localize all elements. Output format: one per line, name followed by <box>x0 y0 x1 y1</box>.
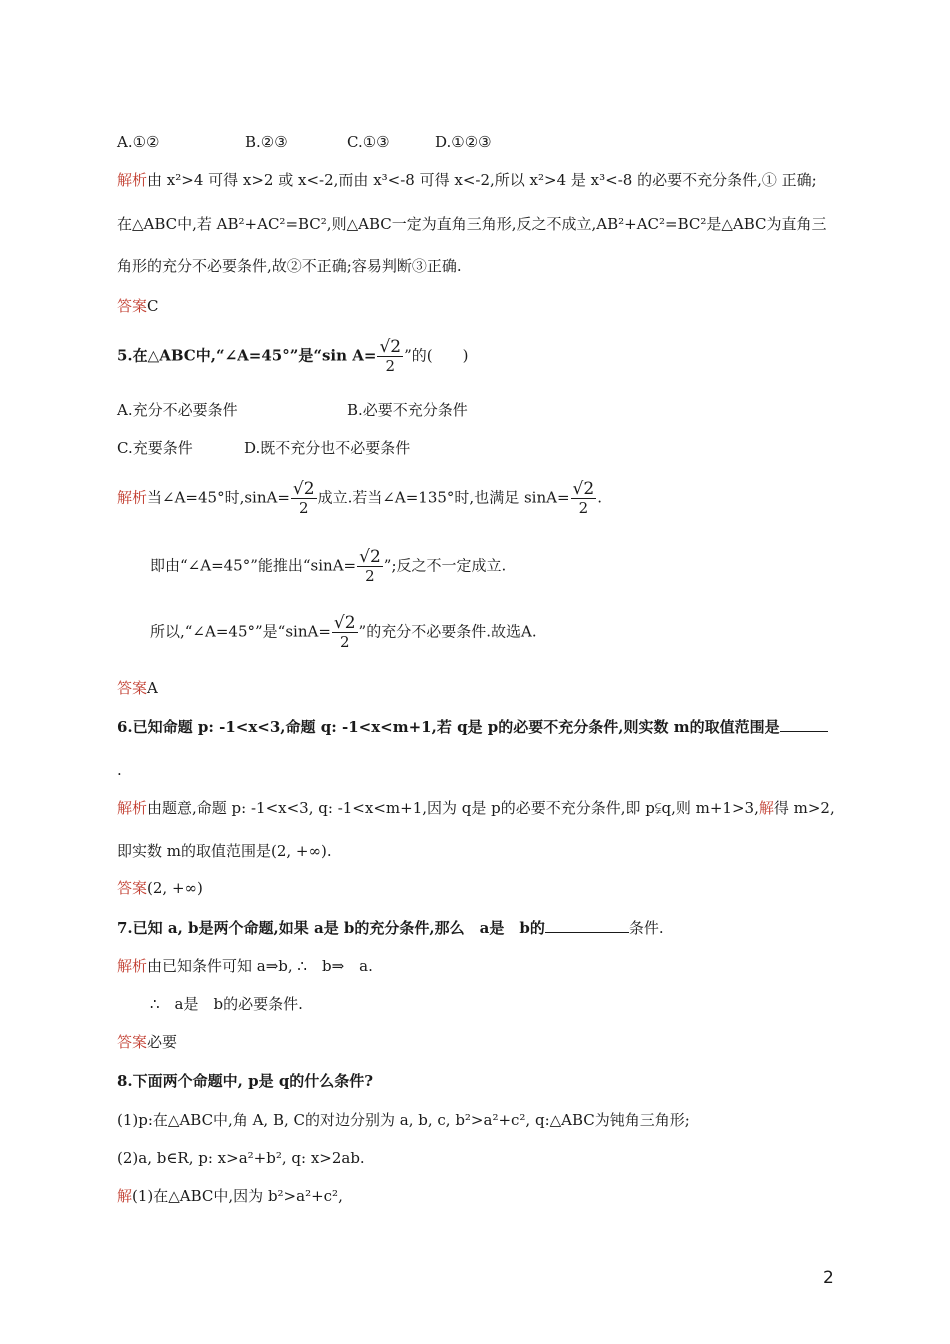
fraction-numerator: √2 <box>359 547 381 567</box>
q5-stem <box>117 338 469 375</box>
q5-analysis-line-1 <box>117 480 602 517</box>
q5-stem-text: 5.在△ABC中,“∠A=45°”是“sin A= <box>117 346 377 365</box>
fraction-numerator: √2 <box>379 337 402 357</box>
analysis-label: 解析 <box>117 488 148 507</box>
answer-blank <box>780 731 828 732</box>
answer-blank <box>545 932 629 933</box>
q6-stem-end: . <box>117 761 122 779</box>
analysis-label: 解析 <box>117 799 148 817</box>
q5-analysis-text: ”的充分不必要条件.故选A. <box>358 622 537 641</box>
q5-analysis-text: 所以,“∠A=45°”是“sinA= <box>150 622 331 641</box>
q6-analysis-text: 由题意,命题 p: -1<x<3, q: -1<x<m+1,因为 q是 p的必要不充分条件,即 p⫋q,则 m+1>3, <box>147 799 759 817</box>
fraction-denominator: 2 <box>578 499 589 517</box>
answer-label: 答案 <box>117 679 148 697</box>
option-c: C.充要条件 <box>117 439 193 457</box>
fraction <box>332 614 358 651</box>
solution-label: 解 <box>117 1187 133 1205</box>
q7-analysis-text: 由已知条件可知 a⇒b, ∴ b⇒ a. <box>147 957 373 975</box>
analysis-label: 解析 <box>117 957 148 975</box>
answer-label: 答案 <box>117 297 148 315</box>
q5-options-row-2 <box>117 438 410 458</box>
q5-analysis-text: 即由“∠A=45°”能推出“sinA= <box>150 556 357 575</box>
q5-analysis-text: 当∠A=45°时,sinA= <box>147 488 290 507</box>
option-b: B.必要不充分条件 <box>347 401 468 419</box>
fraction <box>571 480 597 517</box>
fraction <box>357 548 383 585</box>
fraction-denominator: 2 <box>385 357 396 375</box>
page-number: 2 <box>823 1268 834 1288</box>
fraction-numerator: √2 <box>292 479 315 499</box>
q7-answer <box>117 1032 177 1052</box>
q4-analysis-line-1 <box>117 170 817 190</box>
answer-label: 答案 <box>117 879 148 897</box>
q5-analysis-line-3 <box>150 614 537 651</box>
q6-analysis-line-1 <box>117 798 835 818</box>
fraction-denominator: 2 <box>298 499 309 517</box>
q4-analysis-line-2: 在△ABC中,若 AB²+AC²=BC²,则△ABC一定为直角三角形,反之不成立,AB²+AC²=BC²是△ABC为直角三 <box>117 215 827 233</box>
q4-analysis-line-3: 角形的充分不必要条件,故②不正确;容易判断③正确. <box>117 257 462 275</box>
fraction-denominator: 2 <box>365 567 375 585</box>
q4-answer-value: C <box>147 297 159 315</box>
q7-answer-value: 必要 <box>147 1033 178 1051</box>
analysis-label: 解析 <box>117 171 148 189</box>
option-d: D.既不充分也不必要条件 <box>244 439 411 457</box>
option-a: A.①② <box>117 133 160 151</box>
fraction-numerator: √2 <box>572 479 595 499</box>
q8-stem: 8.下面两个命题中, p是 q的什么条件? <box>117 1072 374 1090</box>
q4-answer <box>117 296 159 316</box>
q5-analysis-text: . <box>597 488 602 507</box>
option-a: A.充分不必要条件 <box>117 401 238 419</box>
q6-stem-text: 6.已知命题 p: -1<x<3,命题 q: -1<x<m+1,若 q是 p的必要不充分条件,则实数 m的取值范围是 <box>117 718 780 736</box>
q5-analysis-text: 成立.若当∠A=135°时,也满足 sinA= <box>317 488 570 507</box>
q7-stem <box>117 918 664 938</box>
option-c: C.①③ <box>347 133 390 151</box>
q5-answer <box>117 678 158 698</box>
q5-answer-value: A <box>147 679 158 697</box>
q7-analysis-line-1 <box>117 956 373 976</box>
q5-options-row-1 <box>117 400 468 420</box>
q6-analysis-text: 得 m>2, <box>773 799 835 817</box>
q6-answer-value: (2, +∞) <box>147 879 203 897</box>
q6-stem <box>117 717 828 737</box>
q7-stem-end: 条件. <box>628 919 664 937</box>
q6-analysis-text: 解 <box>758 799 774 817</box>
q6-analysis-line-2: 即实数 m的取值范围是(2, +∞). <box>117 842 332 860</box>
q8-item-2: (2)a, b∈R, p: x>a²+b², q: x>2ab. <box>117 1149 365 1167</box>
q8-solution-line-1 <box>117 1186 343 1206</box>
q5-analysis-line-2 <box>150 548 506 585</box>
q7-stem-text: 7.已知 a, b是两个命题,如果 a是 b的充分条件,那么 a是 b的 <box>117 919 545 937</box>
q4-analysis-text-1: 由 x²>4 可得 x>2 或 x<-2,而由 x³<-8 可得 x<-2,所以 x²>4 是 x³<-8 的必要不充分条件,① 正确; <box>147 171 817 189</box>
option-d: D.①②③ <box>435 133 492 151</box>
q8-item-1: (1)p:在△ABC中,角 A, B, C的对边分别为 a, b, c, b²>a²+c², q:△ABC为钝角三角形; <box>117 1111 690 1129</box>
q5-stem-end: ”的( ) <box>404 346 469 365</box>
q8-solution-text: (1)在△ABC中,因为 b²>a²+c², <box>132 1187 343 1205</box>
answer-label: 答案 <box>117 1033 148 1051</box>
q6-answer <box>117 878 203 898</box>
q7-analysis-line-2: ∴ a是 b的必要条件. <box>150 995 303 1013</box>
option-b: B.②③ <box>245 133 288 151</box>
fraction-denominator: 2 <box>339 633 350 651</box>
fraction-numerator: √2 <box>333 613 356 633</box>
fraction <box>377 338 403 375</box>
fraction <box>291 480 317 517</box>
q4-options <box>117 132 492 152</box>
q5-analysis-text: ”;反之不一定成立. <box>383 556 507 575</box>
